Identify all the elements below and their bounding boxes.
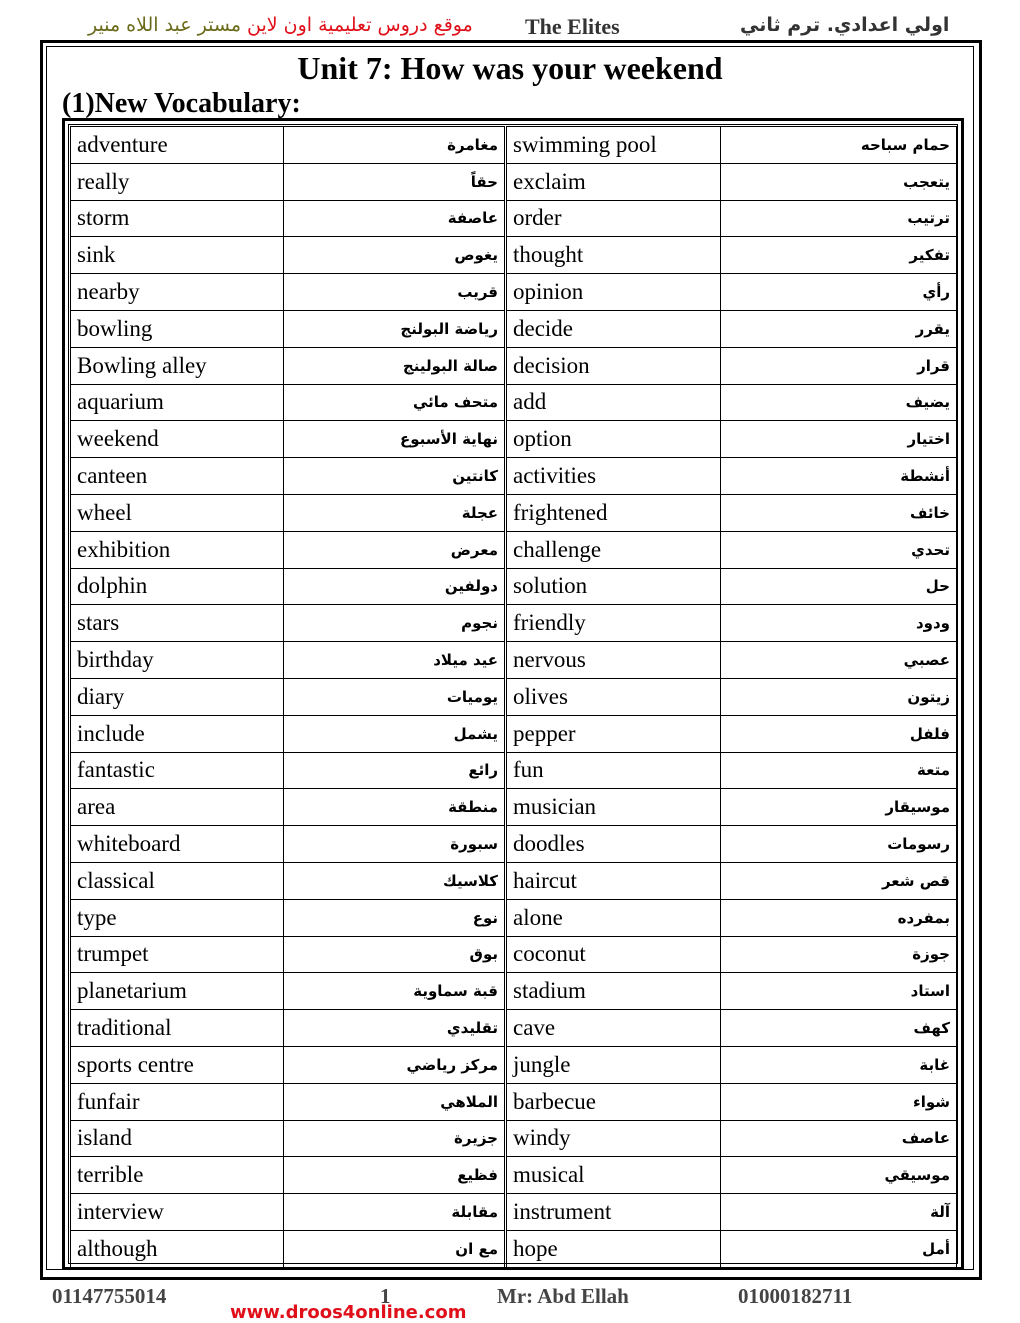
arabic-meaning: بمفرده — [721, 899, 957, 936]
table-row — [71, 1046, 957, 1083]
table-row — [71, 752, 957, 789]
english-word: Bowling alley — [71, 347, 284, 384]
arabic-meaning: كانتين — [284, 458, 506, 495]
arabic-meaning: اختيار — [721, 421, 957, 458]
english-word: thought — [506, 237, 721, 274]
english-word: cave — [506, 1010, 721, 1047]
english-word: fantastic — [71, 752, 284, 789]
english-word: aquarium — [71, 384, 284, 421]
table-row — [71, 936, 957, 973]
english-word: opinion — [506, 274, 721, 311]
table-row — [71, 1083, 957, 1120]
arabic-meaning: يقرر — [721, 310, 957, 347]
english-word: sports centre — [71, 1046, 284, 1083]
english-word: decide — [506, 310, 721, 347]
table-row — [71, 274, 957, 311]
unit-title: Unit 7: How was your weekend — [297, 50, 723, 86]
table-row — [71, 1194, 957, 1231]
english-word: coconut — [506, 936, 721, 973]
english-word: classical — [71, 862, 284, 899]
english-word: barbecue — [506, 1083, 721, 1120]
table-row — [71, 642, 957, 679]
arabic-meaning: سبورة — [284, 826, 506, 863]
arabic-meaning: ترتيب — [721, 200, 957, 237]
arabic-meaning: تفكير — [721, 237, 957, 274]
english-word: olives — [506, 678, 721, 715]
table-row — [71, 826, 957, 863]
arabic-meaning: يتعجب — [721, 163, 957, 200]
english-word: doodles — [506, 826, 721, 863]
table-row — [71, 458, 957, 495]
table-row — [71, 973, 957, 1010]
arabic-meaning: موسيقي — [721, 1157, 957, 1194]
english-word: windy — [506, 1120, 721, 1157]
website-link[interactable]: www.droos4online.com — [230, 1302, 467, 1323]
arabic-meaning: كهف — [721, 1010, 957, 1047]
table-row — [71, 789, 957, 826]
arabic-meaning: تقليدي — [284, 1010, 506, 1047]
arabic-meaning: فظيع — [284, 1157, 506, 1194]
english-word: solution — [506, 568, 721, 605]
page-number: 1 — [380, 1284, 391, 1308]
english-word: diary — [71, 678, 284, 715]
arabic-meaning: معرض — [284, 531, 506, 568]
grade-term: اولي اعدادي. ترم ثاني — [740, 14, 950, 36]
english-word: challenge — [506, 531, 721, 568]
english-word: wheel — [71, 494, 284, 531]
table-row — [71, 899, 957, 936]
arabic-meaning: عاصفة — [284, 200, 506, 237]
english-word: canteen — [71, 458, 284, 495]
english-word: trumpet — [71, 936, 284, 973]
english-word: weekend — [71, 421, 284, 458]
arabic-meaning: نجوم — [284, 605, 506, 642]
arabic-meaning: صالة البولينج — [284, 347, 506, 384]
english-word: fun — [506, 752, 721, 789]
english-word: nervous — [506, 642, 721, 679]
arabic-meaning: دولفين — [284, 568, 506, 605]
english-word: birthday — [71, 642, 284, 679]
phone-left: 01147755014 — [52, 1284, 167, 1308]
english-word: dolphin — [71, 568, 284, 605]
english-word: nearby — [71, 274, 284, 311]
arabic-meaning: مركز رياضي — [284, 1046, 506, 1083]
arabic-meaning: عاصف — [721, 1120, 957, 1157]
table-row — [71, 568, 957, 605]
arabic-meaning: شواء — [721, 1083, 957, 1120]
arabic-meaning: قريب — [284, 274, 506, 311]
arabic-meaning: يوميات — [284, 678, 506, 715]
vocabulary-table — [70, 126, 957, 1268]
english-word: traditional — [71, 1010, 284, 1047]
arabic-meaning: نوع — [284, 899, 506, 936]
table-row — [71, 200, 957, 237]
english-word: haircut — [506, 862, 721, 899]
table-row — [71, 605, 957, 642]
english-word: sink — [71, 237, 284, 274]
site-name: موقع دروس تعليمية اون لاين — [247, 14, 473, 36]
table-row — [71, 127, 957, 164]
english-word: alone — [506, 899, 721, 936]
english-word: type — [71, 899, 284, 936]
arabic-meaning: يشمل — [284, 715, 506, 752]
arabic-meaning: متعة — [721, 752, 957, 789]
english-word: exclaim — [506, 163, 721, 200]
table-row — [71, 163, 957, 200]
english-word: island — [71, 1120, 284, 1157]
english-word: frightened — [506, 494, 721, 531]
section-title: (1)New Vocabulary: — [62, 88, 301, 119]
english-word: friendly — [506, 605, 721, 642]
series-title: The Elites — [525, 14, 620, 39]
arabic-meaning: موسيقار — [721, 789, 957, 826]
page-header — [0, 8, 1020, 40]
english-word: area — [71, 789, 284, 826]
english-word: storm — [71, 200, 284, 237]
table-row — [71, 310, 957, 347]
english-word: interview — [71, 1194, 284, 1231]
table-row — [71, 678, 957, 715]
arabic-meaning: عصبي — [721, 642, 957, 679]
english-word: musician — [506, 789, 721, 826]
english-word: musical — [506, 1157, 721, 1194]
arabic-meaning: يضيف — [721, 384, 957, 421]
table-row — [71, 347, 957, 384]
arabic-meaning: يغوص — [284, 237, 506, 274]
arabic-meaning: مغامرة — [284, 127, 506, 164]
arabic-meaning: نهاية الأسبوع — [284, 421, 506, 458]
english-word: exhibition — [71, 531, 284, 568]
arabic-meaning: رياضة البولنج — [284, 310, 506, 347]
table-row — [71, 384, 957, 421]
arabic-meaning: أمل — [721, 1230, 957, 1267]
arabic-meaning: آلة — [721, 1194, 957, 1231]
arabic-meaning: قبة سماوية — [284, 973, 506, 1010]
english-word: add — [506, 384, 721, 421]
english-word: decision — [506, 347, 721, 384]
english-word: although — [71, 1230, 284, 1267]
arabic-meaning: غابة — [721, 1046, 957, 1083]
english-word: really — [71, 163, 284, 200]
table-row — [71, 421, 957, 458]
table-row — [71, 237, 957, 274]
arabic-meaning: جوزة — [721, 936, 957, 973]
arabic-meaning: بوق — [284, 936, 506, 973]
arabic-meaning: مع ان — [284, 1230, 506, 1267]
english-word: funfair — [71, 1083, 284, 1120]
table-row — [71, 1010, 957, 1047]
arabic-meaning: عيد ميلاد — [284, 642, 506, 679]
arabic-meaning: ودود — [721, 605, 957, 642]
english-word: planetarium — [71, 973, 284, 1010]
phone-right: 01000182711 — [738, 1284, 853, 1308]
site-banner — [88, 14, 473, 36]
table-row — [71, 1120, 957, 1157]
english-word: whiteboard — [71, 826, 284, 863]
arabic-meaning: متحف مائي — [284, 384, 506, 421]
english-word: activities — [506, 458, 721, 495]
arabic-meaning: حقاً — [284, 163, 506, 200]
arabic-meaning: مقابلة — [284, 1194, 506, 1231]
arabic-meaning: جزيرة — [284, 1120, 506, 1157]
arabic-meaning: فلفل — [721, 715, 957, 752]
arabic-meaning: استاد — [721, 973, 957, 1010]
table-row — [71, 862, 957, 899]
arabic-meaning: كلاسيك — [284, 862, 506, 899]
english-word: bowling — [71, 310, 284, 347]
arabic-meaning: قص شعر — [721, 862, 957, 899]
arabic-meaning: حل — [721, 568, 957, 605]
arabic-meaning: زيتون — [721, 678, 957, 715]
table-row — [71, 715, 957, 752]
arabic-meaning: الملاهي — [284, 1083, 506, 1120]
english-word: stadium — [506, 973, 721, 1010]
english-word: instrument — [506, 1194, 721, 1231]
english-word: hope — [506, 1230, 721, 1267]
arabic-meaning: رائع — [284, 752, 506, 789]
table-row — [71, 1157, 957, 1194]
arabic-meaning: رسومات — [721, 826, 957, 863]
table-row — [71, 494, 957, 531]
table-row — [71, 531, 957, 568]
english-word: adventure — [71, 127, 284, 164]
arabic-meaning: قرار — [721, 347, 957, 384]
english-word: stars — [71, 605, 284, 642]
page-footer — [0, 1284, 1020, 1323]
english-word: order — [506, 200, 721, 237]
arabic-meaning: عجلة — [284, 494, 506, 531]
table-row — [71, 1230, 957, 1267]
english-word: include — [71, 715, 284, 752]
english-word: option — [506, 421, 721, 458]
arabic-meaning: منطقة — [284, 789, 506, 826]
teacher-name: Mr: Abd Ellah — [497, 1284, 629, 1308]
arabic-meaning: حمام سباحه — [721, 127, 957, 164]
arabic-meaning: رأي — [721, 274, 957, 311]
english-word: pepper — [506, 715, 721, 752]
teacher-name-arabic: مستر عبد اللاه منير — [88, 14, 241, 36]
arabic-meaning: أنشطة — [721, 458, 957, 495]
arabic-meaning: خائف — [721, 494, 957, 531]
english-word: terrible — [71, 1157, 284, 1194]
english-word: jungle — [506, 1046, 721, 1083]
arabic-meaning: تحدي — [721, 531, 957, 568]
english-word: swimming pool — [506, 127, 721, 164]
